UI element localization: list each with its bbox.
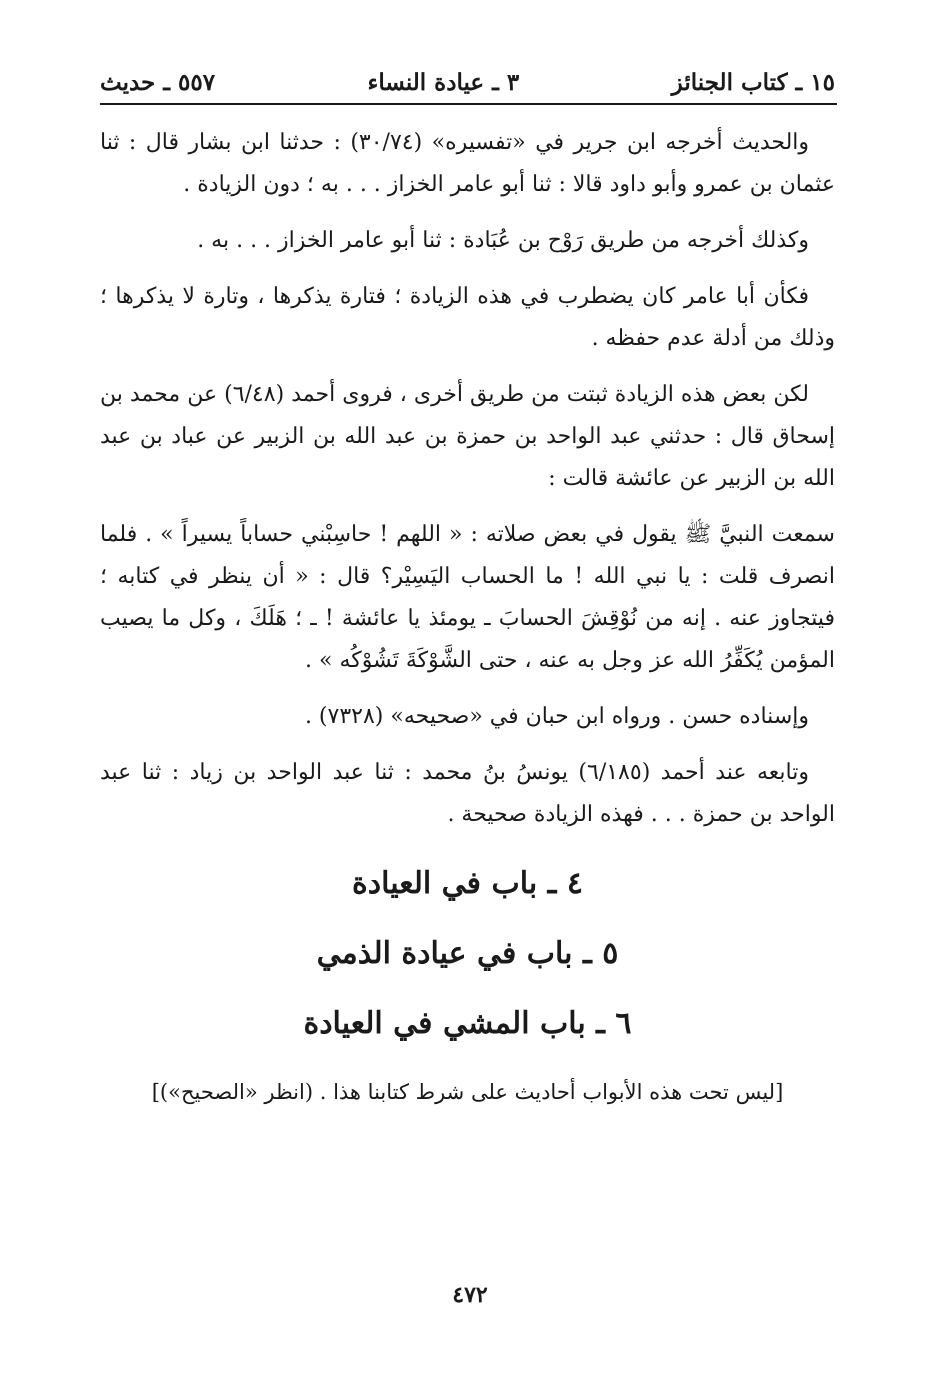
main-text bbox=[100, 122, 835, 1110]
chapter-heading: ٦ ـ باب المشي في العيادة bbox=[303, 1006, 632, 1041]
running-header bbox=[100, 62, 835, 102]
header-rule bbox=[100, 103, 837, 105]
paragraph: وإسناده حسن . ورواه ابن حبان في «صحيحه» (٧٣٢٨) . bbox=[304, 704, 809, 729]
chapter-heading: ٤ ـ باب في العيادة bbox=[352, 866, 583, 901]
page-number: ٤٧٢ bbox=[452, 1282, 488, 1308]
header-hadith-number: ٥٥٧ ـ حديث bbox=[100, 68, 216, 96]
paragraph: وكذلك أخرجه من طريق رَوْح بن عُبَادة : ثنا أبو عامر الخزاز . . . به . bbox=[197, 228, 809, 253]
paragraph: فكأن أبا عامر كان يضطرب في هذه الزيادة ؛ فتارة يذكرها ، وتارة لا يذكرها ؛ وذلك من أدلة عدم حفظه . bbox=[100, 284, 835, 351]
hadith-text: سمعت النبيَّ ﷺ يقول في بعض صلاته : « اللهم ! حاسِبْني حساباً يسيراً » . فلما انصرف قلت : يا نبي الله ! ما الحساب اليَسِيْر؟ قال : « أن ينظر في كتابه ؛ فيتجاوز عنه . إنه من نُوْقِشَ الحسابَ ـ يومئذ يا عائشة ! ـ ؛ هَلَكَ ، وكل ما يصيب المؤمن يُكَفِّرُ الله عز وجل به عنه ، حتى الشَّوْكَةَ تَشُوْكُه » . bbox=[100, 522, 835, 673]
paragraph: والحديث أخرجه ابن جرير في «تفسيره» (٣٠/٧٤) : حدثنا ابن بشار قال : ثنا عثمان بن عمرو وأبو داود قالا : ثنا أبو عامر الخزاز . . . به ؛ دون الزيادة . bbox=[100, 130, 835, 197]
paragraph: وتابعه عند أحمد (٦/١٨٥) يونسُ بنُ محمد : ثنا عبد الواحد بن زياد : ثنا عبد الواحد بن حمزة . . . فهذه الزيادة صحيحة . bbox=[100, 760, 835, 827]
paragraph: لكن بعض هذه الزيادة ثبتت من طريق أخرى ، فروى أحمد (٦/٤٨) عن محمد بن إسحاق قال : حدثني عبد الواحد بن حمزة بن عبد الله بن الزبير عن عباد بن عبد الله بن الزبير عن عائشة قالت : bbox=[100, 382, 835, 491]
chapter-heading: ٥ ـ باب في عيادة الذمي bbox=[316, 936, 619, 971]
header-book-title: ١٥ ـ كتاب الجنائز bbox=[671, 68, 835, 96]
editor-note: [ليس تحت هذه الأبواب أحاديث على شرط كتابنا هذا . (انظر «الصحيح»)] bbox=[151, 1080, 784, 1104]
header-chapter-title: ٣ ـ عيادة النساء bbox=[367, 68, 520, 96]
chapter-headings bbox=[100, 864, 835, 1044]
